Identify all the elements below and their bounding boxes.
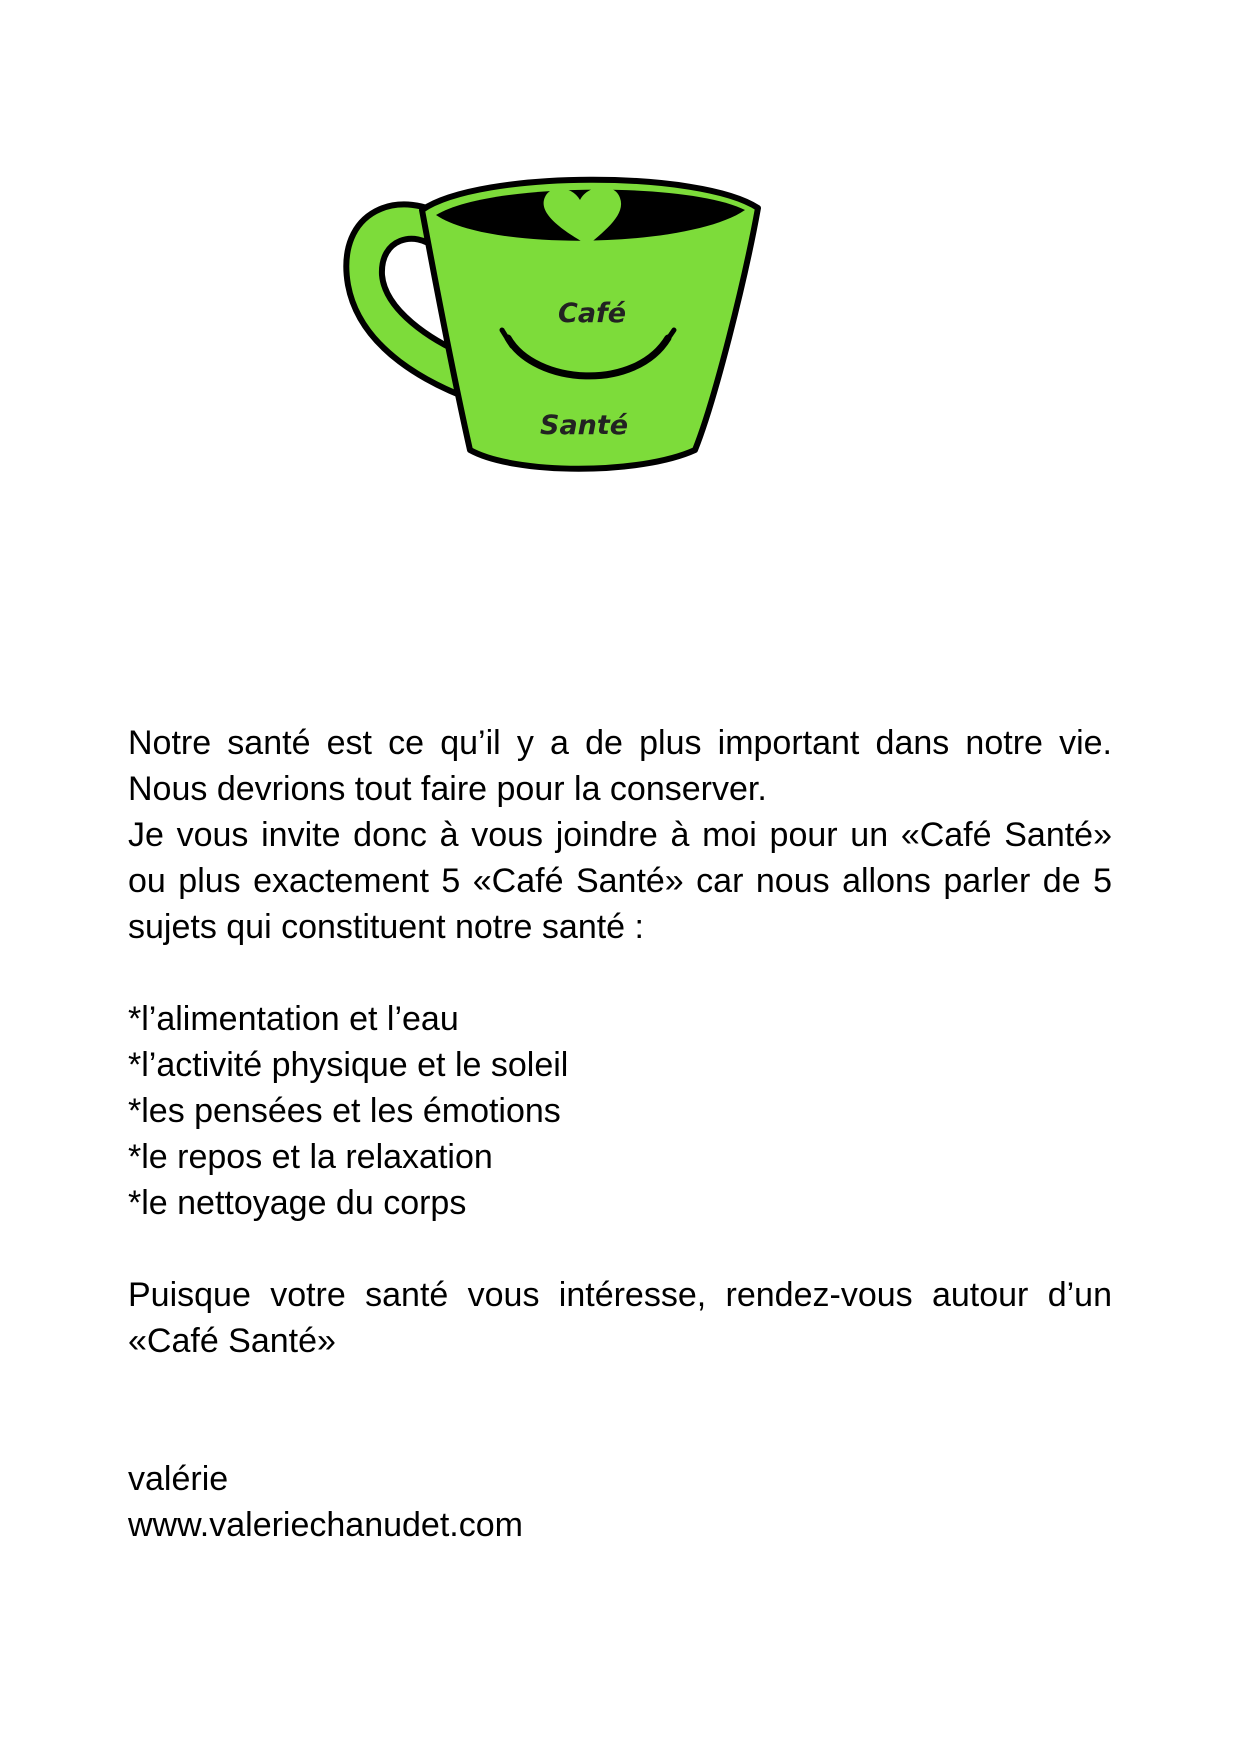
- spacer: [128, 1410, 1112, 1456]
- document-body: [128, 720, 1112, 1548]
- topics-list: [128, 996, 1112, 1226]
- intro-paragraph: [128, 720, 1112, 950]
- coffee-cup-icon: [340, 170, 860, 540]
- list-item: *le repos et la relaxation: [128, 1138, 493, 1176]
- logo-word-sante: Santé: [540, 410, 629, 441]
- closing-paragraph: Puisque votre santé vous intéresse, rendez-vous autour d’un «Café Santé»: [128, 1276, 1112, 1360]
- cafe-sante-logo: [340, 170, 860, 540]
- spacer: [128, 950, 1112, 996]
- signature-name: valérie: [128, 1460, 229, 1498]
- intro-text-2: Je vous invite donc à vous joindre à moi pour un «Café Santé» ou plus exactement 5 «Café Santé» car nous allons parler de 5 sujets qui constituent notre santé :: [128, 816, 1112, 946]
- logo-word-cafe: Café: [558, 298, 627, 329]
- list-item: *le nettoyage du corps: [128, 1184, 467, 1222]
- list-item: *l’activité physique et le soleil: [128, 1046, 569, 1084]
- list-item: *l’alimentation et l’eau: [128, 1000, 459, 1038]
- list-item: *les pensées et les émotions: [128, 1092, 561, 1130]
- spacer: [128, 1226, 1112, 1272]
- intro-text-1: Notre santé est ce qu’il y a de plus important dans notre vie. Nous devrions tout faire pour la conserver.: [128, 724, 1112, 808]
- signature-website: www.valeriechanudet.com: [128, 1506, 523, 1544]
- spacer: [128, 1364, 1112, 1410]
